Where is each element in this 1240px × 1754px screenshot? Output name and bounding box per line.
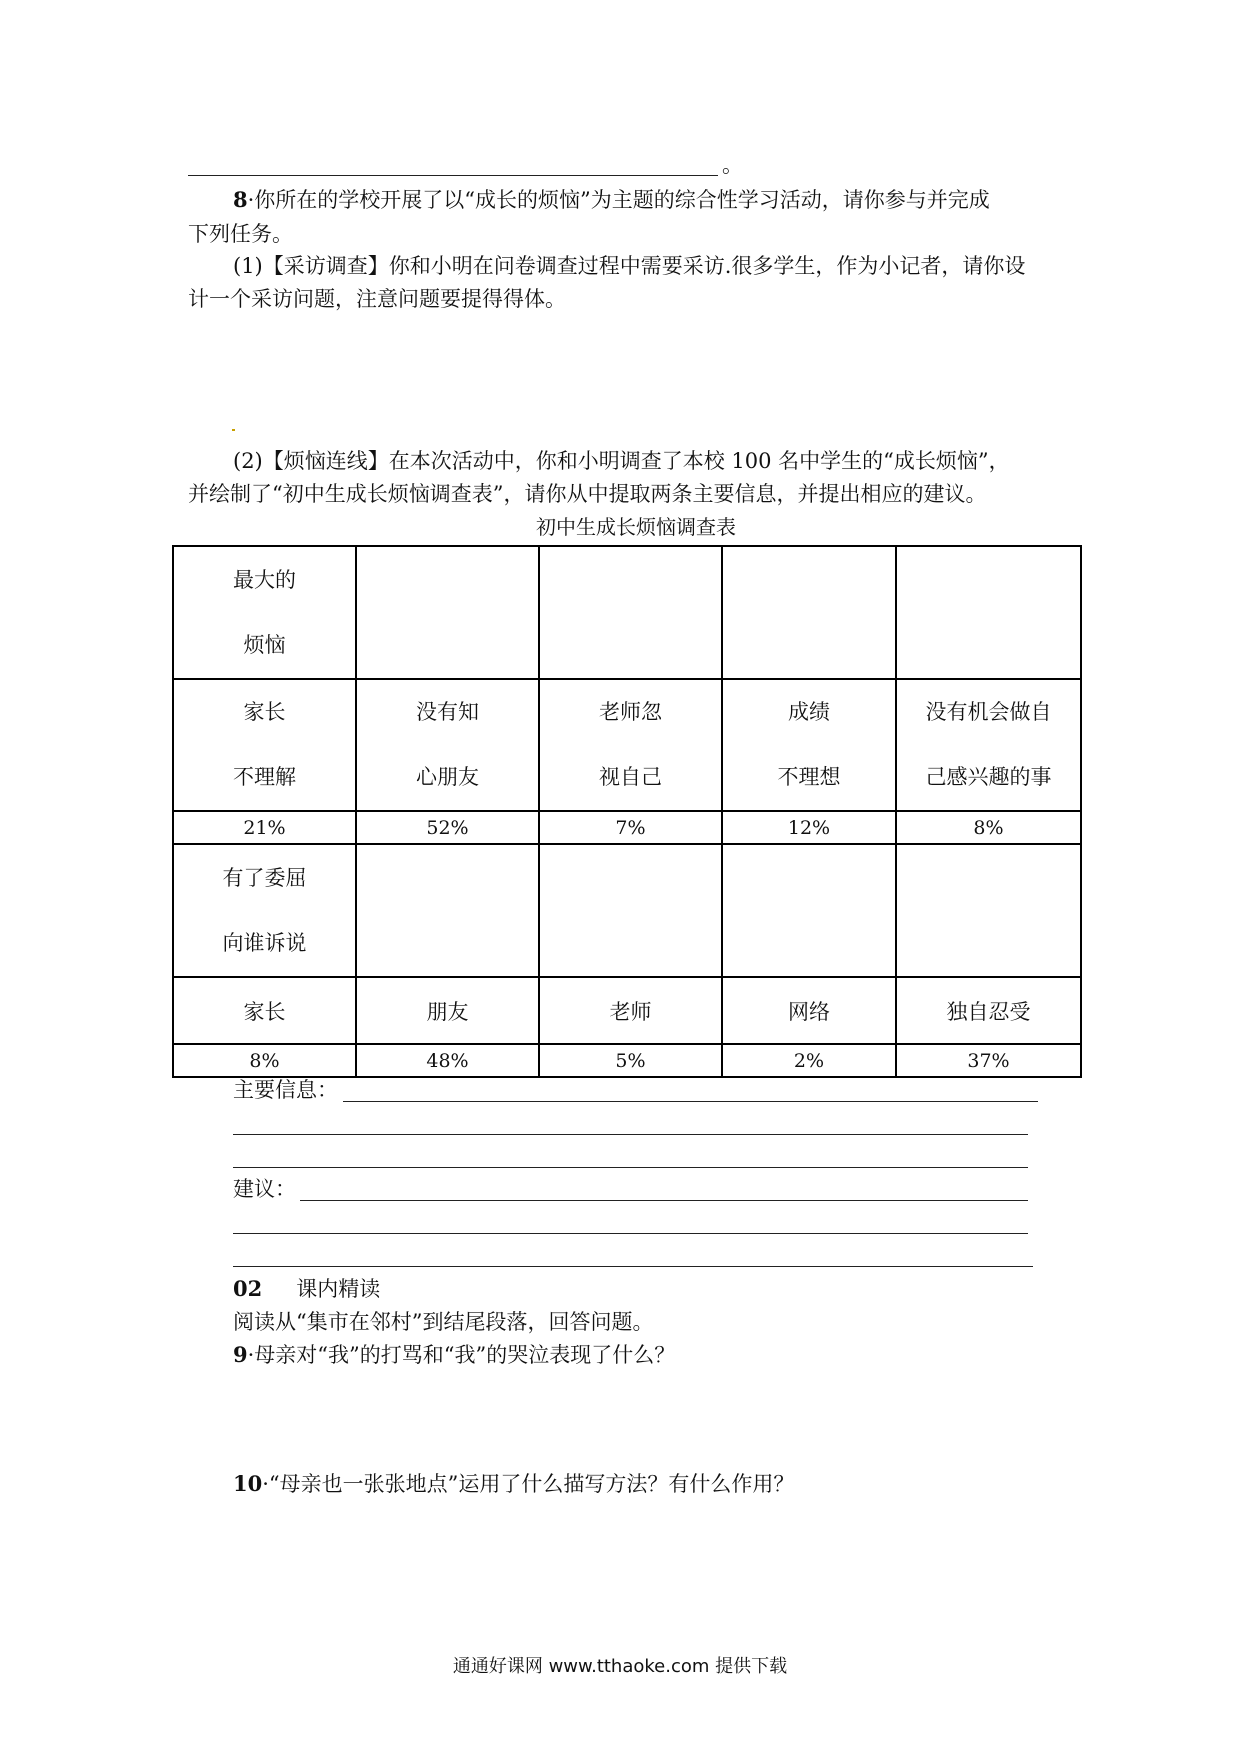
option-text: 视自己 — [599, 765, 662, 789]
q8-number: 8 — [233, 187, 248, 212]
empty-cell — [722, 844, 896, 977]
table-row — [173, 679, 1081, 811]
option-text: 己感兴趣的事 — [925, 765, 1052, 789]
option-text: 不理解 — [233, 765, 296, 789]
empty-cell — [539, 844, 722, 977]
section02-number: 02 — [233, 1276, 263, 1301]
q8-text-line1: ·你所在的学校开展了以“成长的烦恼”为主题的综合性学习活动，请你参与并完成 — [247, 188, 990, 212]
option-cell — [896, 679, 1081, 811]
survey-table — [172, 545, 1082, 1078]
table-row — [173, 977, 1081, 1044]
percent-cell: 5% — [539, 1044, 722, 1077]
q10-number: 10 — [233, 1471, 263, 1496]
percent-cell: 2% — [722, 1044, 896, 1077]
stray-mark — [232, 429, 235, 431]
empty-cell — [356, 844, 539, 977]
empty-cell — [896, 546, 1081, 679]
option-cell: 老师 — [539, 977, 722, 1044]
option-text: 不理想 — [777, 765, 841, 789]
option-text: 心朋友 — [416, 765, 479, 789]
answer-line[interactable] — [233, 1266, 1033, 1267]
table-row — [173, 546, 1081, 679]
main-info-label: 主要信息： — [233, 1078, 338, 1102]
option-cell: 朋友 — [356, 977, 539, 1044]
option-cell — [356, 679, 539, 811]
footer: 通通好课网 www.tthaoke.com 提供下载 — [452, 1656, 788, 1677]
option-text: 老师忽 — [599, 700, 662, 724]
table-row — [173, 1044, 1081, 1077]
section1-label-cell — [173, 546, 356, 679]
percent-cell: 48% — [356, 1044, 539, 1077]
percent-cell: 8% — [896, 811, 1081, 844]
option-text: 没有机会做自 — [925, 700, 1052, 724]
percent-cell: 7% — [539, 811, 722, 844]
q10-text: ·“母亲也一张张地点”运用了什么描写方法？有什么作用？ — [262, 1472, 795, 1496]
section2-label-cell — [173, 844, 356, 977]
q8-sub1-line2: 计一个采访问题，注意问题要提得得体。 — [188, 287, 566, 311]
empty-cell — [539, 546, 722, 679]
answer-line[interactable] — [300, 1200, 1028, 1201]
section1-label-a: 最大的 — [233, 567, 296, 592]
percent-cell: 12% — [722, 811, 896, 844]
q8-sub2-line1: (2)【烦恼连线】在本次活动中，你和小明调查了本校 100 名中学生的“成长烦恼”， — [233, 449, 1010, 473]
answer-line[interactable] — [233, 1134, 1028, 1135]
percent-cell: 37% — [896, 1044, 1081, 1077]
option-cell: 独自忍受 — [896, 977, 1081, 1044]
empty-cell — [896, 844, 1081, 977]
section02-instruction: 阅读从“集市在邻村”到结尾段落，回答问题。 — [233, 1310, 654, 1334]
q8-sub1-line1: (1)【采访调查】你和小明在问卷调查过程中需要采访.很多学生，作为小记者，请你设 — [233, 254, 1026, 278]
answer-line[interactable] — [233, 1167, 1028, 1168]
answer-line-q7 — [188, 175, 718, 176]
q8-sub2-line2: 并绘制了“初中生成长烦恼调查表”，请你从中提取两条主要信息，并提出相应的建议。 — [188, 482, 987, 506]
option-text: 没有知 — [416, 700, 479, 724]
answer-line[interactable] — [233, 1233, 1028, 1234]
section2-label-a: 有了委屈 — [222, 865, 307, 890]
table-row — [173, 844, 1081, 977]
option-cell — [173, 679, 356, 811]
section2-label-b: 向谁诉说 — [222, 930, 307, 955]
answer-line[interactable] — [343, 1101, 1038, 1102]
percent-cell: 21% — [173, 811, 356, 844]
q9-text: ·母亲对“我”的打骂和“我”的哭泣表现了什么？ — [247, 1343, 676, 1367]
q9-number: 9 — [233, 1342, 248, 1367]
option-cell: 家长 — [173, 977, 356, 1044]
q7-end-mark: 。 — [722, 153, 743, 177]
table-title: 初中生成长烦恼调查表 — [536, 515, 736, 539]
table-row — [173, 811, 1081, 844]
empty-cell — [356, 546, 539, 679]
empty-cell — [722, 546, 896, 679]
option-cell — [722, 679, 896, 811]
q8-line1 — [233, 185, 990, 215]
section1-label-b: 烦恼 — [243, 632, 286, 657]
option-cell — [539, 679, 722, 811]
percent-cell: 8% — [173, 1044, 356, 1077]
q8-line2: 下列任务。 — [188, 222, 293, 246]
option-text: 家长 — [243, 700, 286, 724]
percent-cell: 52% — [356, 811, 539, 844]
q10 — [233, 1469, 794, 1499]
suggestion-label: 建议： — [233, 1177, 296, 1201]
section02-heading — [233, 1274, 380, 1304]
section02-title: 课内精读 — [296, 1277, 381, 1301]
option-cell: 网络 — [722, 977, 896, 1044]
q9 — [233, 1340, 675, 1370]
option-text: 成绩 — [788, 700, 830, 724]
